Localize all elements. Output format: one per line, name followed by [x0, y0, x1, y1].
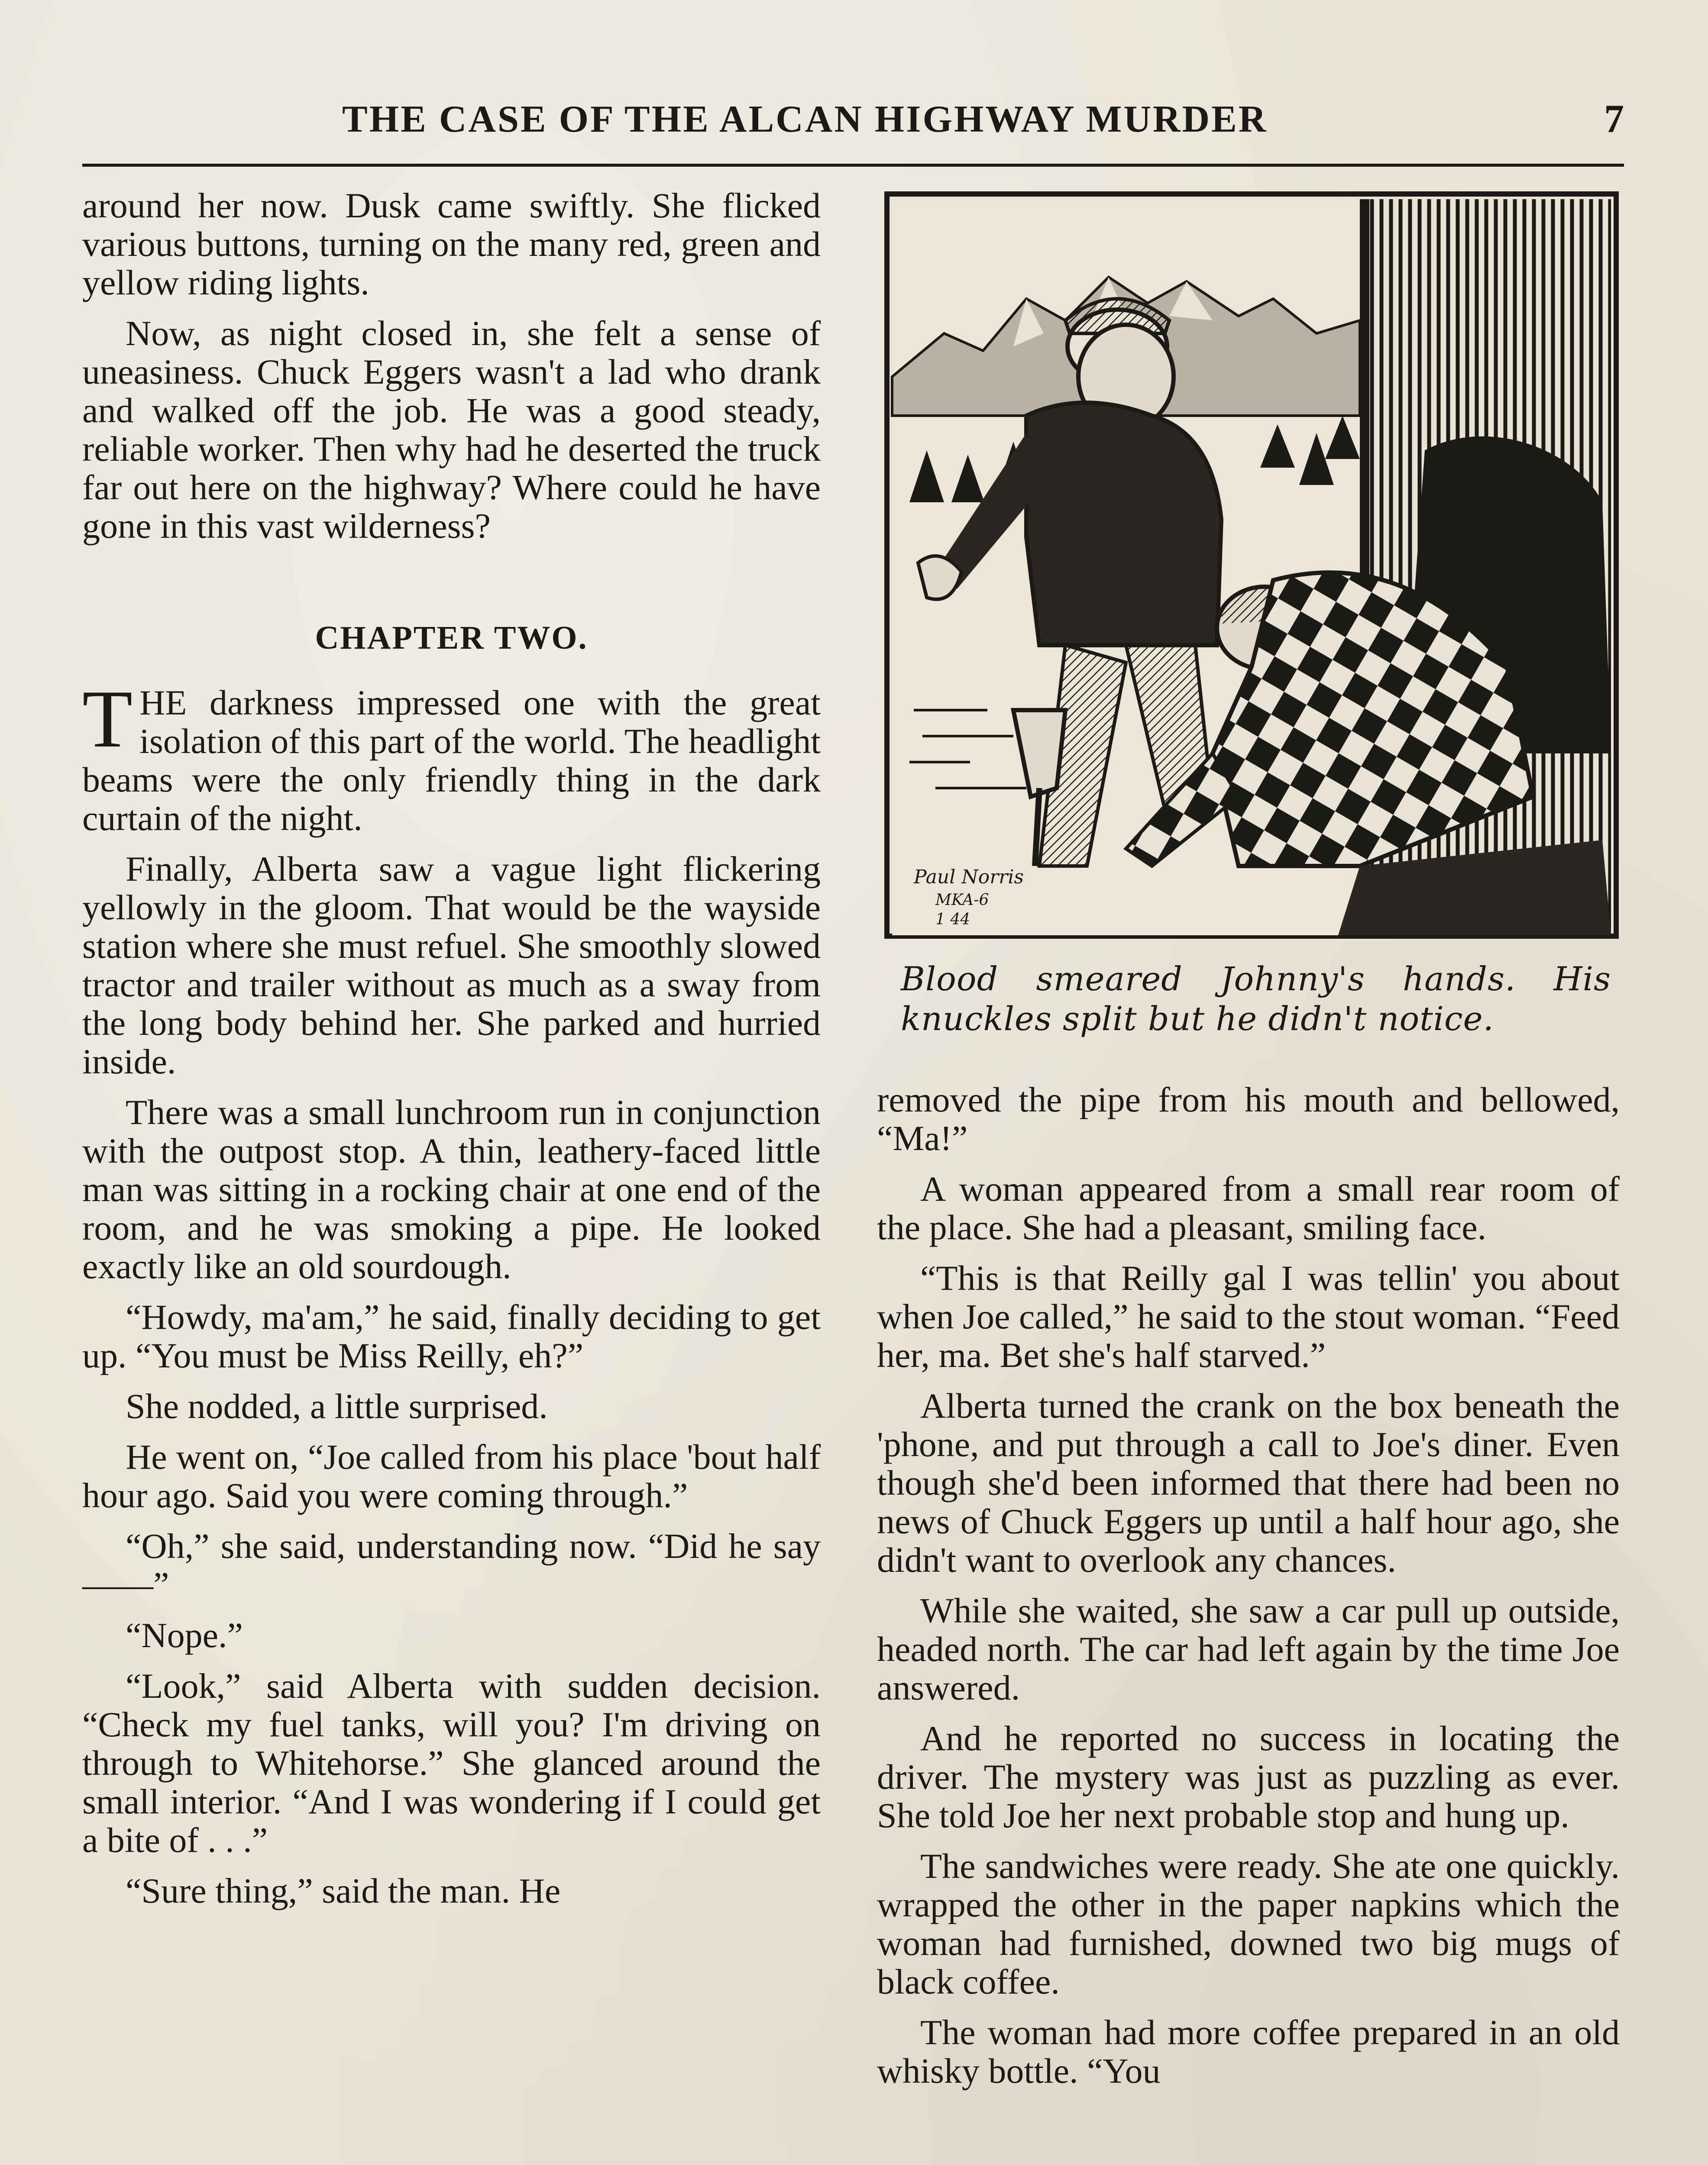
- paragraph: There was a small lunchroom run in conjunction with the outpost stop. A thin, leathery-faced little man was sitting in a rocking chair at one end of the room, and he was smoking a pipe. He looked exactly like an old sourdough.: [82, 1092, 821, 1286]
- paragraph: “Oh,” she said, understanding now. “Did he say——”: [82, 1526, 821, 1604]
- paragraph: around her now. Dusk came swiftly. She flicked various buttons, turning on the many red, green and yellow riding lights.: [82, 186, 821, 302]
- page-number: 7: [1604, 97, 1624, 141]
- paragraph: removed the pipe from his mouth and bellowed, “Ma!”: [877, 1080, 1620, 1158]
- paragraph: She nodded, a little surprised.: [126, 1386, 548, 1426]
- header-rule: [82, 164, 1624, 167]
- paragraph: “Sure thing,” said the man. He: [126, 1871, 561, 1910]
- chapter-heading: CHAPTER TWO.: [315, 620, 588, 656]
- paragraph: Alberta turned the crank on the box beneath the 'phone, and put through a call to Joe's diner. Even though she'd been informed that there had been no news of Chuck Eggers up until a half hour ago, she didn't want to overlook any chances.: [877, 1386, 1620, 1580]
- right-column: [877, 1080, 1620, 2102]
- artist-signature-code: MKA-6: [935, 891, 989, 909]
- dropcap-letter: T: [82, 674, 133, 765]
- artist-signature: Paul Norris: [914, 866, 1024, 888]
- paragraph: While she waited, she saw a car pull up outside, headed north. The car had left again by the time Joe answered.: [877, 1591, 1620, 1707]
- dropcap-paragraph: [82, 674, 821, 838]
- paragraph: The woman had more coffee prepared in an old whisky bottle. “You: [877, 2013, 1620, 2091]
- artist-signature-date: 1 44: [935, 911, 970, 928]
- paragraph: “This is that Reilly gal I was tellin' you about when Joe called,” he said to the stout woman. “Feed her, ma. Bet she's half starved.”: [877, 1258, 1620, 1375]
- paragraph: “Howdy, ma'am,” he said, finally deciding to get up. “You must be Miss Reilly, eh?”: [82, 1297, 821, 1375]
- running-title: THE CASE OF THE ALCAN HIGHWAY MURDER: [342, 98, 1268, 140]
- dropcap-paragraph-text: HE darkness impressed one with the great isolation of this part of the world. The headlight beams were the only friendly thing in the dark curtain of the night.: [82, 683, 821, 838]
- paragraph: Now, as night closed in, she felt a sense of uneasiness. Chuck Eggers wasn't a lad who drank and walked off the job. He was a good steady, reliable worker. Then why had he deserted the truck far out here on the highway? Where could he have gone in this vast wilderness?: [82, 313, 821, 546]
- paragraph: “Nope.”: [126, 1616, 243, 1655]
- paragraph: The sandwiches were ready. She ate one quickly. wrapped the other in the paper napkins which the woman had furnished, downed two big mugs of black coffee.: [877, 1846, 1620, 2001]
- illustration-caption: Blood smeared Johnny's hands. His knuckles split but he didn't notice.: [901, 960, 1611, 1038]
- paragraph: And he reported no success in locating the driver. The mystery was just as puzzling as ever. She told Joe her next probable stop and hung up.: [877, 1719, 1620, 1835]
- illustration-drawing: [883, 191, 1620, 940]
- page-header: [82, 93, 1624, 158]
- paragraph: “Look,” said Alberta with sudden decision. “Check my fuel tanks, will you? I'm driving on through to Whitehorse.” She glanced around the small interior. “And I was wondering if I could get a bite of . . .”: [82, 1666, 821, 1860]
- left-column: [82, 186, 821, 1922]
- paragraph: He went on, “Joe called from his place 'bout half hour ago. Said you were coming through.”: [82, 1437, 821, 1515]
- story-illustration: [883, 191, 1620, 940]
- paragraph: A woman appeared from a small rear room of the place. She had a pleasant, smiling face.: [877, 1169, 1620, 1247]
- paragraph: Finally, Alberta saw a vague light flickering yellowly in the gloom. That would be the wayside station where she must refuel. She smoothly slowed tractor and trailer without as much as a sway from the long body behind her. She parked and hurried inside.: [82, 849, 821, 1081]
